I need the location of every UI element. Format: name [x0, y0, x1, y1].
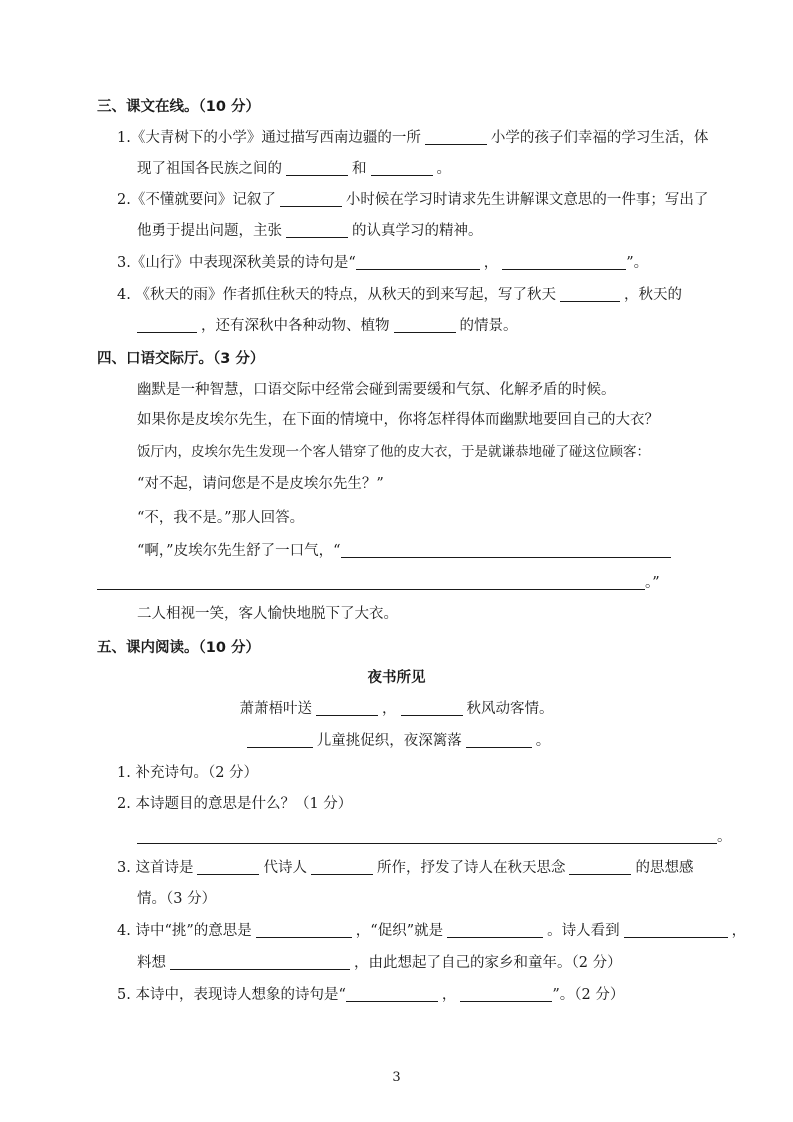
- s3-q4-text-a: 4. 《秋天的雨》作者抓住秋天的特点，从秋天的到来写起，写了秋天: [117, 287, 556, 303]
- answer-blank[interactable]: [256, 923, 352, 938]
- s5-question-5: [117, 985, 624, 1005]
- answer-blank[interactable]: [286, 223, 348, 238]
- s4-dialogue-2: “不，我不是。”那人回答。: [137, 510, 305, 526]
- s5-q4-text-c: 。诗人看到: [547, 923, 620, 939]
- s5-q5-text-b: ，: [441, 987, 457, 1003]
- s4-dialogue-3: [137, 541, 675, 561]
- s4-paragraph-closing: 二人相视一笑，客人愉快地脱下了大衣。: [137, 606, 398, 622]
- s3-q1-text-c: 现了祖国各民族之间的: [137, 161, 282, 177]
- s5-question-2: 2. 本诗题目的意思是什么？（1 分）: [117, 796, 353, 812]
- s5-question-3-line-2: 情。（3 分）: [137, 891, 217, 907]
- answer-blank[interactable]: [569, 860, 631, 875]
- s3-q3-text-c: ”。: [626, 255, 649, 271]
- poem-title: 夜书所见: [367, 670, 426, 686]
- answer-blank[interactable]: [137, 829, 717, 844]
- answer-blank[interactable]: [401, 701, 463, 716]
- s3-question-1-line-2: [137, 159, 451, 179]
- section-4-heading: 四、口语交际厅。（3 分）: [97, 351, 265, 367]
- answer-blank[interactable]: [346, 987, 438, 1002]
- s3-q2-text-c: 他勇于提出问题，主张: [137, 223, 282, 239]
- s3-q4-text-d: 的情景。: [459, 318, 518, 334]
- answer-blank[interactable]: [466, 733, 532, 748]
- poem-1-text-b: ，: [382, 701, 397, 717]
- s4-paragraph-3: 饭厅内，皮埃尔先生发现一个客人错穿了他的皮大衣，于是就谦恭地碰了碰这位顾客：: [137, 444, 650, 460]
- poem-2-text-a: 儿童挑促织，夜深篱落: [316, 733, 462, 749]
- answer-blank[interactable]: [280, 192, 342, 207]
- s3-q3-text-a: 3.《山行》中表现深秋美景的诗句是“: [117, 255, 356, 271]
- answer-blank[interactable]: [425, 130, 487, 145]
- s4-paragraph-2: 如果你是皮埃尔先生，在下面的情境中，你将怎样得体而幽默地要回自己的大衣？: [137, 412, 659, 428]
- answer-blank[interactable]: [286, 161, 348, 176]
- s3-q1-text-a: 1.《大青树下的小学》通过描写西南边疆的一所: [117, 130, 421, 146]
- s3-q1-text-b: 小学的孩子们幸福的学习生活，体: [490, 130, 709, 146]
- s5-q4-text-f: ，由此想起了自己的家乡和童年。（2 分）: [354, 955, 622, 971]
- answer-blank[interactable]: [247, 733, 313, 748]
- s3-q1-text-e: 。: [436, 161, 451, 177]
- s3-question-4-line-1: [117, 285, 682, 305]
- s5-question-4-line-1: [117, 921, 746, 941]
- s5-q4-text-e: 料想: [137, 955, 166, 971]
- answer-blank[interactable]: [394, 318, 456, 333]
- answer-blank[interactable]: [170, 955, 350, 970]
- poem-line-1: [0, 699, 793, 719]
- answer-blank[interactable]: [502, 255, 626, 270]
- s3-question-2-line-2: [137, 221, 483, 241]
- section-5-heading: 五、课内阅读。（10 分）: [97, 640, 260, 656]
- answer-blank[interactable]: [197, 860, 259, 875]
- s5-question-3-line-1: [117, 858, 693, 878]
- answer-blank[interactable]: [311, 860, 373, 875]
- s3-q1-text-d: 和: [352, 161, 367, 177]
- s5-q3-text-c: 所作，抒发了诗人在秋天思念: [376, 860, 566, 876]
- s4-dialogue-3-text: “啊，”皮埃尔先生舒了一口气，“: [137, 543, 341, 559]
- s4-dialogue-3-end: 。”: [645, 575, 660, 591]
- s5-q3-text-b: 代诗人: [263, 860, 307, 876]
- s5-q3-text-d: 的思想感: [635, 860, 694, 876]
- s5-q5-text-c: ”。（2 分）: [552, 987, 625, 1003]
- s5-question-1: 1. 补充诗句。（2 分）: [117, 765, 259, 781]
- s5-q4-text-b: ，“促织”就是: [355, 923, 444, 939]
- s3-q3-text-b: ，: [483, 255, 499, 271]
- answer-blank[interactable]: [341, 543, 671, 558]
- poem-1-text-c: 秋风动客情。: [466, 701, 554, 717]
- s5-question-4-line-2: [137, 953, 622, 973]
- s3-question-1-line-1: [117, 128, 708, 148]
- answer-blank[interactable]: [371, 161, 433, 176]
- poem-1-text-a: 萧萧梧叶送: [239, 701, 312, 717]
- answer-blank[interactable]: [137, 318, 197, 333]
- s5-q2-end: 。: [717, 829, 732, 845]
- s3-question-4-line-2: [137, 316, 518, 336]
- page-number: 3: [392, 1070, 401, 1085]
- s4-paragraph-1: 幽默是一种智慧，口语交际中经常会碰到需要缓和气氛、化解矛盾的时候。: [137, 382, 616, 398]
- s3-question-3: [117, 253, 648, 273]
- answer-blank[interactable]: [97, 575, 645, 590]
- answer-blank[interactable]: [624, 923, 728, 938]
- answer-blank[interactable]: [447, 923, 543, 938]
- s3-q2-text-b: 小时候在学习时请求先生讲解课文意思的一件事；写出了: [345, 192, 709, 208]
- answer-blank[interactable]: [460, 987, 552, 1002]
- answer-blank[interactable]: [356, 255, 480, 270]
- s4-answer-line: [97, 573, 660, 593]
- answer-blank[interactable]: [560, 287, 620, 302]
- poem-line-2: [0, 731, 793, 751]
- s5-q4-text-a: 4. 诗中“挑”的意思是: [117, 923, 252, 939]
- s3-q2-text-a: 2.《不懂就要问》记叙了: [117, 192, 276, 208]
- s3-q4-text-c: ，还有深秋中各种动物、植物: [201, 318, 390, 334]
- poem-2-text-b: 。: [535, 733, 551, 749]
- s5-q4-text-d: ，: [731, 923, 747, 939]
- s3-q4-text-b: ，秋天的: [623, 287, 682, 303]
- s3-question-2-line-1: [117, 190, 708, 210]
- s4-dialogue-1: “对不起，请问您是不是皮埃尔先生？”: [137, 476, 384, 492]
- s3-q2-text-d: 的认真学习的精神。: [352, 223, 483, 239]
- answer-blank[interactable]: [316, 701, 378, 716]
- s5-q3-text-a: 3. 这首诗是: [117, 860, 194, 876]
- s5-q5-text-a: 5. 本诗中，表现诗人想象的诗句是“: [117, 987, 346, 1003]
- section-3-heading: 三、课文在线。（10 分）: [97, 99, 260, 115]
- s5-q2-answer-line: [137, 827, 732, 847]
